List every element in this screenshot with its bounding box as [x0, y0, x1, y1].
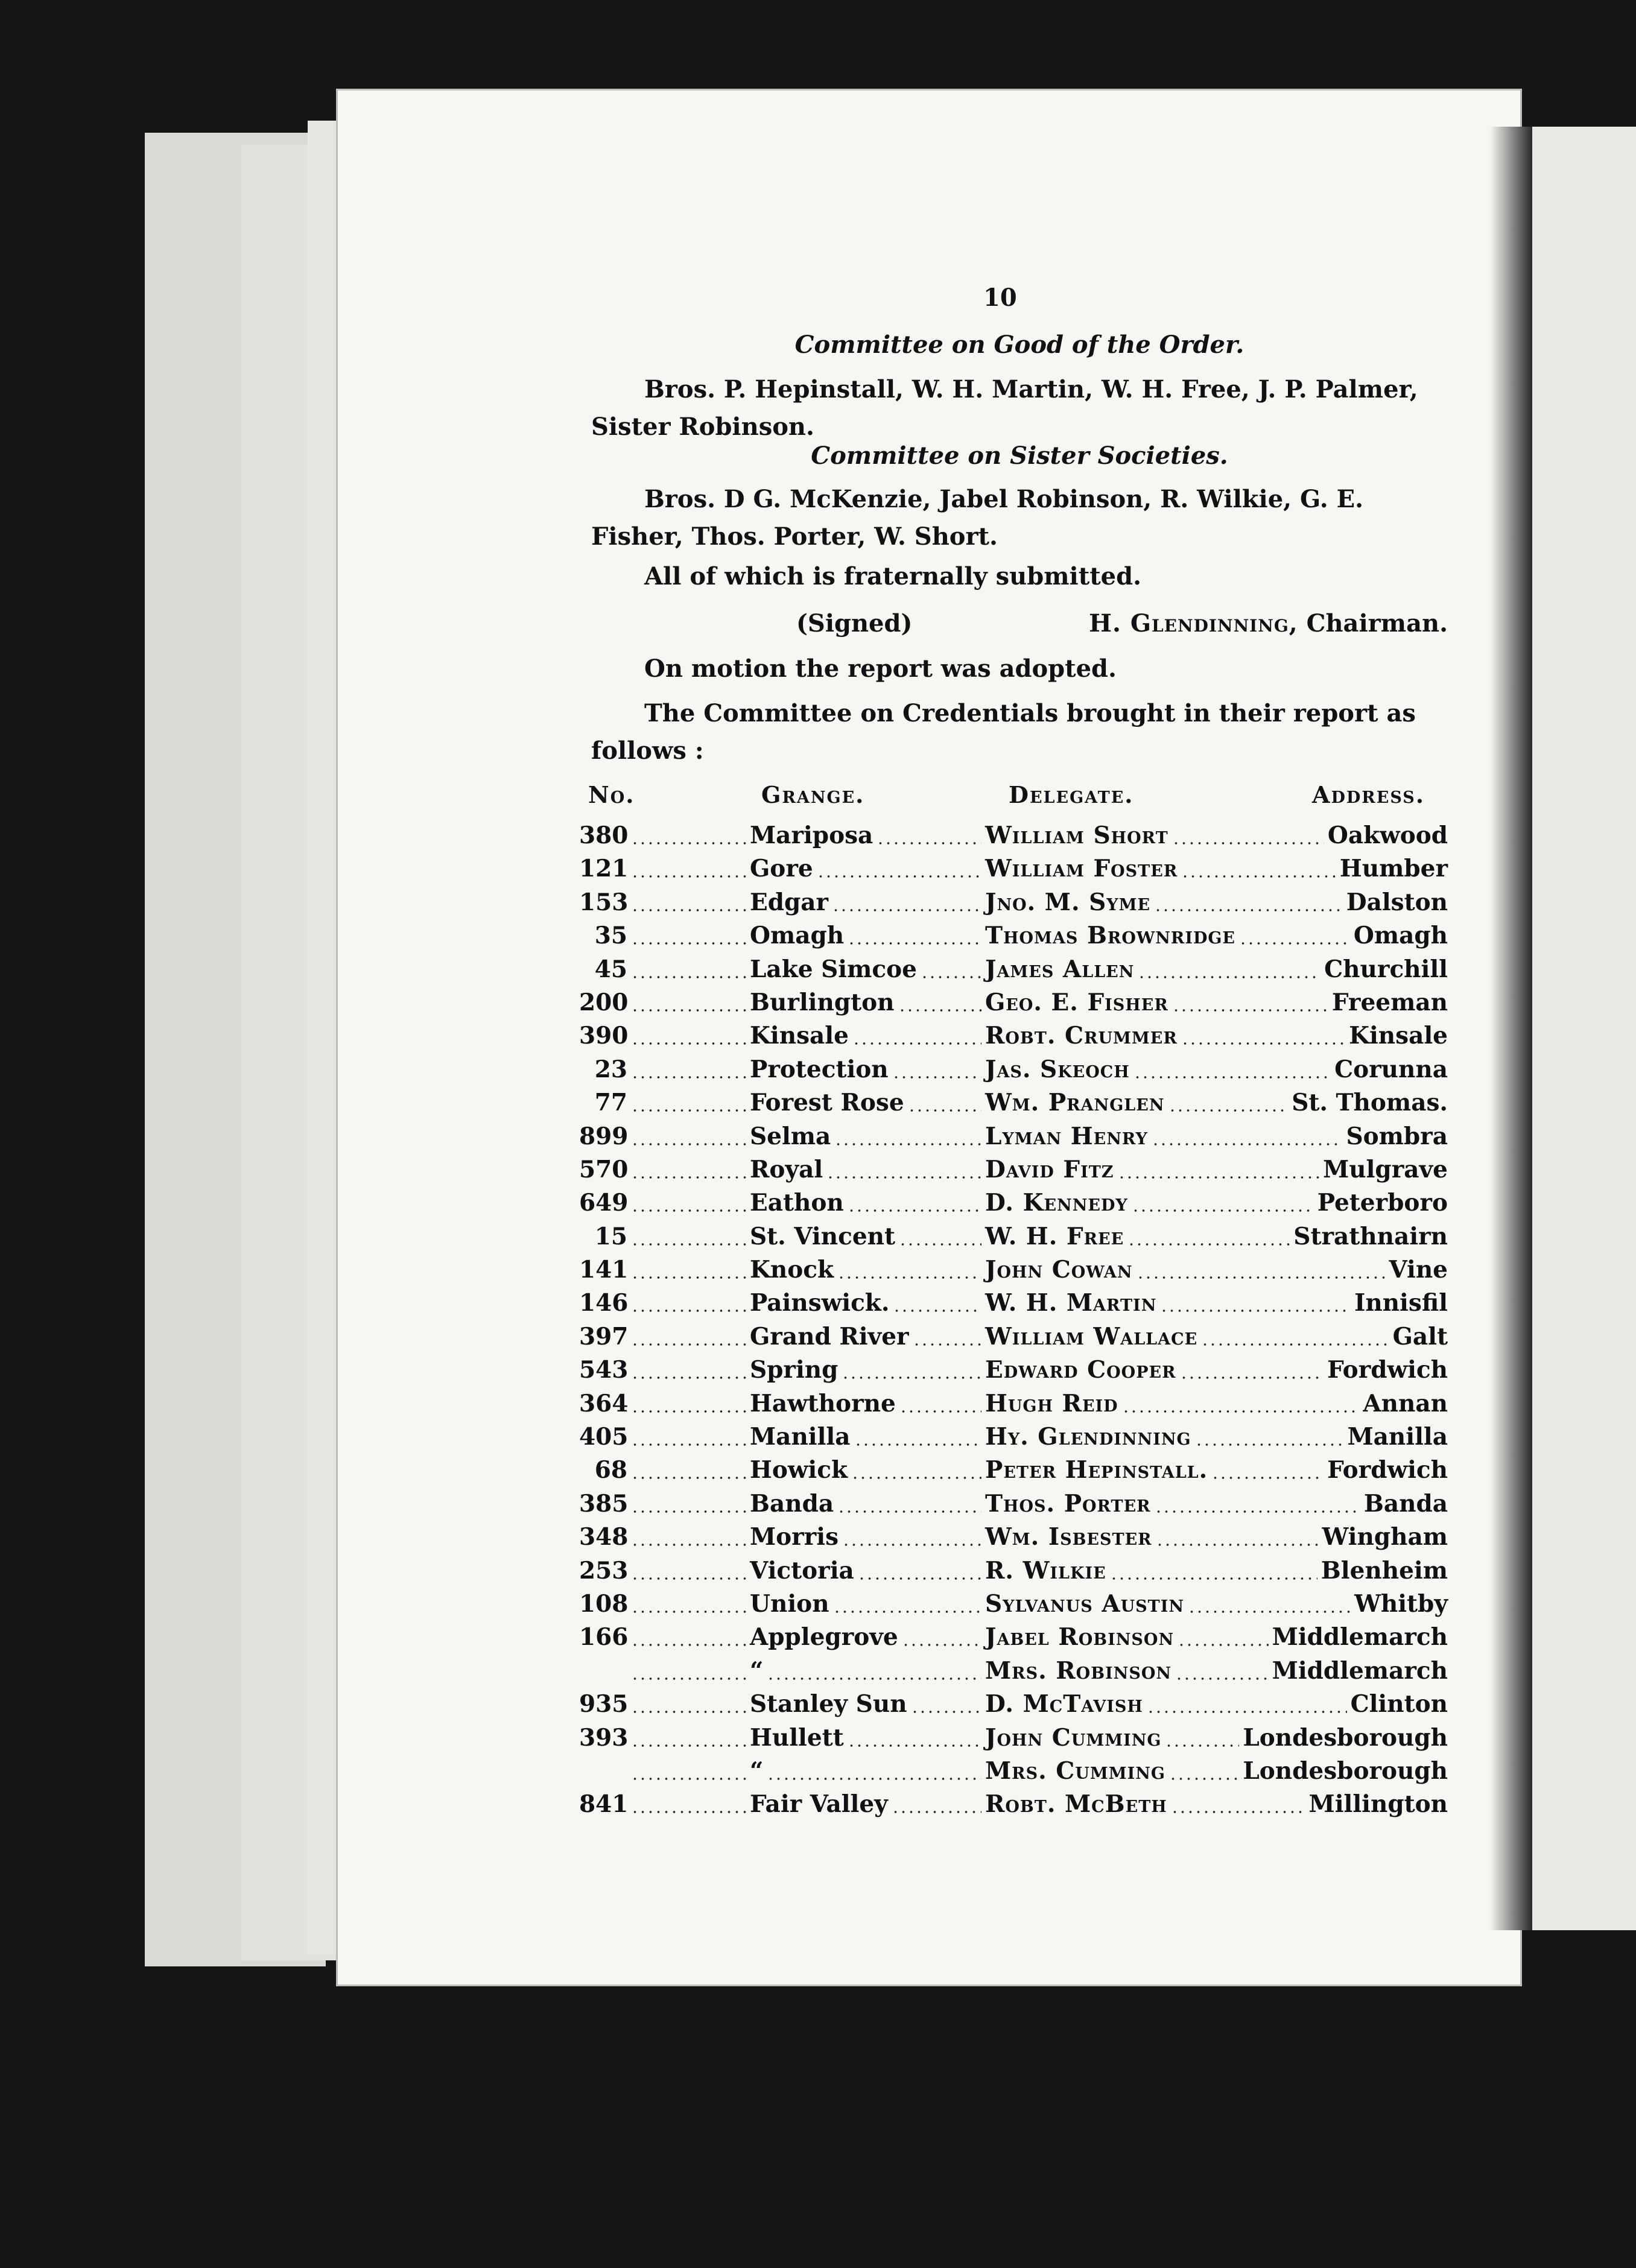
dot-leader	[1211, 1477, 1324, 1479]
delegate-address: Vine	[1389, 1256, 1448, 1284]
dot-leader	[837, 1510, 981, 1513]
grange-name: Victoria	[750, 1556, 854, 1585]
grange-number: 543	[579, 1356, 629, 1384]
grange-name: Stanley Sun	[750, 1690, 907, 1718]
grange-number: 68	[594, 1456, 627, 1484]
table-row	[579, 953, 1448, 986]
grange-number: 405	[579, 1423, 629, 1451]
table-row	[579, 852, 1448, 885]
dot-leader	[1178, 1644, 1269, 1646]
dot-leader	[631, 1310, 746, 1312]
delegate-address: Mulgrave	[1323, 1155, 1448, 1183]
dot-leader	[1168, 1109, 1289, 1112]
grange-name: Banda	[750, 1489, 834, 1518]
table-row	[579, 819, 1448, 852]
delegate-address: Innisfil	[1354, 1289, 1448, 1317]
delegate-name: D. Kennedy	[985, 1189, 1128, 1217]
credentials-intro: The Committee on Credentials brought in their report as follows :	[591, 699, 1416, 765]
grange-number: 380	[579, 822, 629, 849]
dot-leader	[1122, 1410, 1360, 1413]
delegate-address: Humber	[1339, 855, 1448, 883]
facing-page-edge	[1520, 127, 1636, 1930]
table-row	[579, 1287, 1448, 1320]
delegate-address: Millington	[1308, 1790, 1448, 1819]
dot-leader	[899, 1243, 981, 1246]
delegate-name: W. H. Free	[985, 1222, 1124, 1250]
delegate-address: Whitby	[1354, 1589, 1448, 1618]
dot-leader	[631, 1711, 746, 1713]
dot-leader	[911, 1711, 981, 1713]
dot-leader	[1118, 1176, 1320, 1179]
grange-name: Hullett	[750, 1723, 844, 1752]
dot-leader	[921, 976, 981, 978]
delegate-address: Freeman	[1331, 988, 1448, 1016]
grange-name: Painswick.	[750, 1289, 890, 1317]
delegate-name: R. Wilkie	[985, 1556, 1106, 1585]
delegate-address: Banda	[1363, 1489, 1448, 1518]
grange-number: 841	[579, 1790, 629, 1819]
dot-leader	[1239, 942, 1350, 945]
dot-leader	[848, 1744, 981, 1747]
delegate-name: Geo. E. Fisher	[985, 988, 1168, 1016]
dot-leader	[631, 1443, 746, 1446]
dot-leader	[854, 1443, 981, 1446]
dot-leader	[1137, 1276, 1386, 1279]
delegate-address: Middlemarch	[1272, 1623, 1448, 1652]
dot-leader	[858, 1577, 981, 1580]
dot-leader	[892, 1811, 981, 1813]
dot-leader	[1169, 1778, 1239, 1780]
dot-leader	[1132, 1209, 1314, 1212]
table-row	[579, 1186, 1448, 1220]
table-row	[579, 986, 1448, 1019]
table-row	[579, 1655, 1448, 1688]
table-row	[579, 1688, 1448, 1721]
dot-leader	[631, 976, 746, 978]
dot-leader	[631, 875, 746, 878]
table-row	[579, 1354, 1448, 1387]
delegate-address: Omagh	[1353, 922, 1448, 950]
dot-leader	[1171, 1811, 1305, 1813]
grange-name: Howick	[750, 1456, 848, 1484]
grange-name: Protection	[750, 1055, 889, 1083]
grange-number: 146	[579, 1289, 629, 1317]
committee-good-order-members: Bros. P. Hepinstall, W. H. Martin, W. H. Free, J. P. Palmer, Sister Robinson.	[591, 375, 1418, 441]
grange-number: 141	[579, 1256, 629, 1284]
grange-name: Applegrove	[750, 1623, 898, 1652]
grange-name: Grand River	[750, 1322, 909, 1351]
dot-leader	[1154, 909, 1343, 911]
delegate-address: Oakwood	[1327, 822, 1448, 849]
grange-name: Eathon	[750, 1189, 844, 1217]
dot-leader	[834, 1143, 981, 1145]
grange-number: 35	[594, 922, 627, 950]
grange-number: 397	[579, 1322, 629, 1351]
delegate-address: Londesborough	[1243, 1723, 1448, 1752]
dot-leader	[1155, 1510, 1360, 1513]
delegate-address: Fordwich	[1327, 1356, 1448, 1384]
delegate-address: Londesborough	[1243, 1756, 1448, 1785]
col-header-delegate: Delegate.	[1009, 781, 1134, 808]
dot-leader	[631, 1009, 746, 1012]
grange-number: 108	[579, 1589, 629, 1618]
table-row	[579, 1220, 1448, 1253]
motion-text: On motion the report was adopted.	[644, 654, 1117, 683]
grange-number: 121	[579, 855, 629, 883]
dot-leader	[631, 1042, 746, 1045]
grange-number: 23	[594, 1055, 627, 1083]
dot-leader	[1172, 842, 1324, 844]
grange-name: Manilla	[750, 1423, 851, 1451]
delegate-address: Clinton	[1350, 1690, 1448, 1718]
table-row	[579, 1387, 1448, 1421]
dot-leader	[913, 1343, 981, 1346]
col-header-address: Address.	[1312, 781, 1425, 808]
col-header-no: No.	[588, 781, 635, 808]
table-row	[579, 1320, 1448, 1354]
dot-leader	[908, 1109, 981, 1112]
delegate-name: Sylvanus Austin	[985, 1589, 1185, 1618]
grange-name: Omagh	[750, 922, 845, 950]
grange-number: 348	[579, 1523, 629, 1551]
grange-number: 385	[579, 1489, 629, 1518]
delegate-name: D. McTavish	[985, 1690, 1143, 1718]
table-row	[579, 1120, 1448, 1153]
dot-leader	[848, 942, 981, 945]
dot-leader	[833, 1611, 981, 1613]
dot-leader	[1181, 1042, 1345, 1045]
grange-number: 45	[594, 955, 627, 983]
table-row	[579, 1253, 1448, 1287]
dot-leader	[1138, 976, 1321, 978]
grange-name: Gore	[750, 855, 813, 883]
table-row	[579, 1019, 1448, 1053]
delegate-name: James Allen	[985, 955, 1135, 983]
delegate-name: Jas. Skeoch	[985, 1055, 1130, 1083]
dot-leader	[837, 1276, 981, 1279]
delegate-name: Peter Hepinstall.	[985, 1456, 1208, 1484]
gutter-shadow	[1490, 127, 1532, 1930]
dot-leader	[1172, 1009, 1328, 1012]
dot-leader	[1201, 1343, 1389, 1346]
delegate-name: Lyman Henry	[985, 1122, 1148, 1150]
delegate-address: Wingham	[1322, 1523, 1448, 1551]
grange-name: Forest Rose	[750, 1089, 904, 1117]
table-row	[579, 1588, 1448, 1621]
signed-label: (Signed)	[796, 609, 913, 638]
delegate-address: Galt	[1392, 1322, 1448, 1351]
grange-number: 393	[579, 1723, 629, 1752]
delegate-name: Hy. Glendinning	[985, 1423, 1191, 1451]
delegate-name: Thomas Brownridge	[985, 922, 1236, 950]
submitted-text: All of which is fraternally submitted.	[644, 562, 1142, 591]
table-row	[579, 1487, 1448, 1521]
delegate-address: Strathnairn	[1293, 1222, 1448, 1250]
grange-name: Selma	[750, 1122, 831, 1150]
dot-leader	[631, 1176, 746, 1179]
dot-leader	[631, 1243, 746, 1246]
dot-leader	[767, 1677, 981, 1680]
dot-leader	[832, 909, 981, 911]
table-row	[579, 1521, 1448, 1554]
grange-name: Edgar	[750, 888, 829, 916]
table-row	[579, 1454, 1448, 1487]
delegate-address: Manilla	[1347, 1423, 1448, 1451]
dot-leader	[631, 1143, 746, 1145]
dot-leader	[631, 1209, 746, 1212]
delegate-address: Middlemarch	[1272, 1656, 1448, 1685]
grange-name: Hawthorne	[750, 1389, 896, 1418]
committee-sister-societies-title: Committee on Sister Societies.	[811, 442, 1228, 470]
delegate-name: William Wallace	[985, 1322, 1198, 1351]
dot-leader	[631, 1376, 746, 1379]
dot-leader	[899, 1410, 981, 1413]
delegate-name: Robt. McBeth	[985, 1790, 1167, 1819]
grange-name: St. Vincent	[750, 1222, 896, 1250]
grange-name: Mariposa	[750, 822, 873, 849]
table-row	[579, 1086, 1448, 1120]
delegate-name: William Short	[985, 822, 1168, 849]
delegate-name: Edward Cooper	[985, 1356, 1176, 1384]
delegate-name: Hugh Reid	[985, 1389, 1118, 1418]
dot-leader	[631, 909, 746, 911]
dot-leader	[631, 1276, 746, 1279]
grange-name: “	[750, 1656, 764, 1685]
dot-leader	[826, 1176, 981, 1179]
table-row	[579, 1722, 1448, 1755]
committee-good-order-title: Committee on Good of the Order.	[794, 331, 1244, 359]
table-row	[579, 1755, 1448, 1788]
dot-leader	[1181, 875, 1336, 878]
delegate-name: William Foster	[985, 855, 1178, 883]
col-header-grange: Grange.	[761, 781, 865, 808]
dot-leader	[631, 1611, 746, 1613]
dot-leader	[817, 875, 981, 878]
dot-leader	[631, 942, 746, 945]
table-row	[579, 1053, 1448, 1086]
dot-leader	[631, 1410, 746, 1413]
delegate-name: W. H. Martin	[985, 1289, 1157, 1317]
credentials-table	[579, 819, 1448, 1822]
dot-leader	[631, 1811, 746, 1813]
dot-leader	[1195, 1443, 1344, 1446]
dot-leader	[1110, 1577, 1317, 1580]
table-row	[579, 1621, 1448, 1654]
dot-leader	[898, 1009, 981, 1012]
dot-leader	[1152, 1143, 1343, 1145]
dot-leader	[631, 1744, 746, 1747]
signature-name: H. Glendinning, Chairman.	[1089, 609, 1448, 638]
grange-name: Union	[750, 1589, 829, 1618]
delegate-address: Blenheim	[1321, 1556, 1448, 1585]
delegate-name: David Fitz	[985, 1155, 1114, 1183]
grange-number: 166	[579, 1623, 629, 1652]
delegate-address: Fordwich	[1327, 1456, 1448, 1484]
dot-leader	[1175, 1677, 1269, 1680]
table-row	[579, 1421, 1448, 1454]
grange-number: 899	[579, 1122, 629, 1150]
dot-leader	[631, 842, 746, 844]
dot-leader	[631, 1109, 746, 1112]
dot-leader	[631, 1778, 746, 1780]
delegate-address: Kinsale	[1349, 1022, 1448, 1050]
delegate-address: Peterboro	[1317, 1189, 1448, 1217]
table-row	[579, 1554, 1448, 1588]
grange-number: 390	[579, 1022, 629, 1050]
grange-name: Fair Valley	[750, 1790, 888, 1819]
delegate-name: Jabel Robinson	[985, 1623, 1175, 1652]
dot-leader	[892, 1076, 981, 1079]
grange-number: 77	[594, 1089, 627, 1117]
dot-leader	[1160, 1310, 1351, 1312]
dot-leader	[902, 1644, 981, 1646]
dot-leader	[851, 1477, 981, 1479]
dot-leader	[1165, 1744, 1239, 1747]
delegate-address: Corunna	[1334, 1055, 1448, 1083]
dot-leader	[631, 1577, 746, 1580]
grange-number: 200	[579, 988, 629, 1016]
delegate-name: John Cowan	[985, 1256, 1133, 1284]
page-number: 10	[983, 284, 1017, 312]
delegate-name: Jno. M. Syme	[985, 888, 1151, 916]
dot-leader	[1180, 1376, 1324, 1379]
dot-leader	[852, 1042, 981, 1045]
dot-leader	[1188, 1611, 1351, 1613]
dot-leader	[1156, 1544, 1319, 1546]
committee-sister-societies-members: Bros. D G. McKenzie, Jabel Robinson, R. Wilkie, G. E. Fisher, Thos. Porter, W. Short.	[591, 485, 1363, 551]
table-row	[579, 886, 1448, 919]
dot-leader	[631, 1644, 746, 1646]
dot-leader	[1147, 1711, 1347, 1713]
grange-name: Kinsale	[750, 1022, 849, 1050]
table-row	[579, 919, 1448, 952]
grange-number: 364	[579, 1389, 629, 1418]
dot-leader	[631, 1343, 746, 1346]
grange-name: Spring	[750, 1356, 839, 1384]
dot-leader	[631, 1510, 746, 1513]
table-row	[579, 1153, 1448, 1186]
dot-leader	[848, 1209, 981, 1212]
grange-number: 153	[579, 888, 629, 916]
dot-leader	[631, 1677, 746, 1680]
dot-leader	[1127, 1243, 1290, 1246]
grange-name: Burlington	[750, 988, 895, 1016]
dot-leader	[842, 1544, 981, 1546]
table-row	[579, 1788, 1448, 1821]
grange-name: Knock	[750, 1256, 834, 1284]
delegate-address: Sombra	[1346, 1122, 1448, 1150]
delegate-address: Dalston	[1346, 888, 1448, 916]
delegate-name: John Cumming	[985, 1723, 1162, 1752]
grange-number: 15	[594, 1222, 627, 1250]
dot-leader	[767, 1778, 981, 1780]
dot-leader	[893, 1310, 981, 1312]
grange-name: Morris	[750, 1523, 839, 1551]
grange-number: 649	[579, 1189, 629, 1217]
delegate-name: Mrs. Cumming	[985, 1756, 1165, 1785]
dot-leader	[1133, 1076, 1331, 1079]
dot-leader	[631, 1544, 746, 1546]
delegate-name: Thos. Porter	[985, 1489, 1151, 1518]
delegate-address: St. Thomas.	[1292, 1089, 1448, 1117]
dot-leader	[631, 1076, 746, 1079]
delegate-address: Churchill	[1324, 955, 1448, 983]
delegate-address: Annan	[1363, 1389, 1448, 1418]
grange-name: “	[750, 1756, 764, 1785]
delegate-name: Robt. Crummer	[985, 1022, 1178, 1050]
grange-number: 253	[579, 1556, 629, 1585]
delegate-name: Mrs. Robinson	[985, 1656, 1172, 1685]
delegate-name: Wm. Pranglen	[985, 1089, 1165, 1117]
dot-leader	[631, 1477, 746, 1479]
grange-name: Lake Simcoe	[750, 955, 917, 983]
dot-leader	[842, 1376, 981, 1379]
grange-number: 935	[579, 1690, 629, 1718]
grange-number: 570	[579, 1155, 629, 1183]
dot-leader	[877, 842, 981, 844]
delegate-name: Wm. Isbester	[985, 1523, 1152, 1551]
grange-name: Royal	[750, 1155, 823, 1183]
